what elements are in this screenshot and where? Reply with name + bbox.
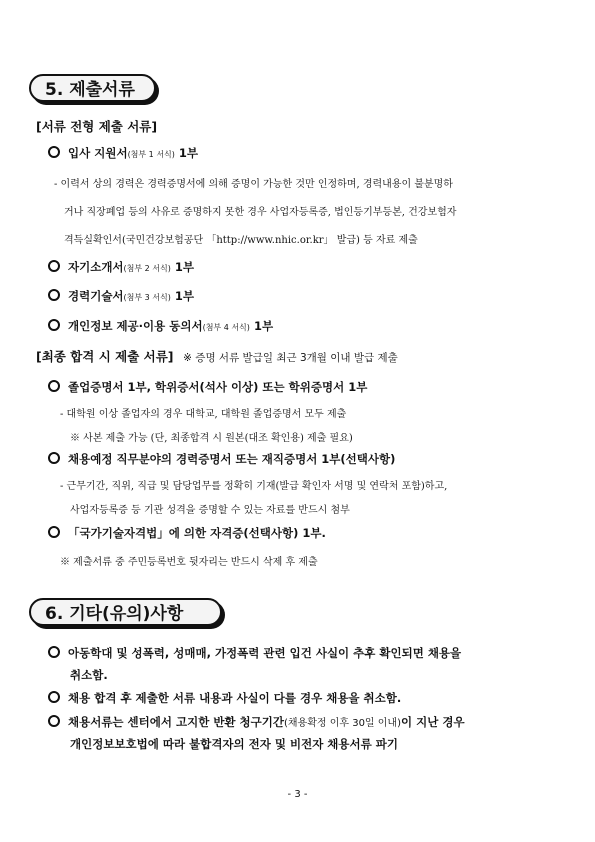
final-pass-note: ※ 증명 서류 발급일 최근 3개월 이내 발급 제출	[183, 352, 398, 364]
circle-bullet-icon	[48, 691, 60, 703]
circle-bullet-icon	[48, 260, 60, 272]
notice-item-3-continued: 개인정보보호법에 따라 불합격자의 전자 및 비전자 채용서류 파기	[70, 737, 398, 751]
list-item-application-form: 입사 지원서(첨부 1 서식) 1부	[48, 145, 198, 161]
notice-item-2: 채용 합격 후 제출한 서류 내용과 사실이 다를 경우 채용을 취소함.	[48, 690, 401, 706]
circle-bullet-icon	[48, 146, 60, 158]
note-line: 거나 직장폐업 등의 사유로 증명하지 못한 경우 사업자등록증, 법인등기부등본, 건강보험자	[64, 207, 457, 218]
final-pass-subheading-line	[36, 347, 398, 365]
note-line: ※ 제출서류 중 주민등록번호 뒷자리는 반드시 삭제 후 제출	[60, 557, 318, 568]
note-line: - 이력서 상의 경력은 경력증명서에 의해 증명이 가능한 것만 인정하며, 경력내용이 불분명하	[54, 179, 453, 190]
circle-bullet-icon	[48, 319, 60, 331]
list-item-self-introduction: 자기소개서(첨부 2 서식) 1부	[48, 259, 194, 275]
notice-item-1: 아동학대 및 성폭력, 성매매, 가정폭력 관련 입건 사실이 추후 확인되면 채용을	[48, 645, 461, 661]
document-screening-subheading: [서류 전형 제출 서류]	[36, 119, 158, 134]
circle-bullet-icon	[48, 452, 60, 464]
circle-bullet-icon	[48, 380, 60, 392]
list-item-graduation-certificate: 졸업증명서 1부, 학위증서(석사 이상) 또는 학위증명서 1부	[48, 379, 367, 395]
notice-item-1-continued: 취소함.	[70, 668, 108, 682]
section-6-heading	[29, 598, 222, 626]
section-5-title: 5. 제출서류	[45, 80, 135, 100]
note-line: 격득실확인서(국민건강보험공단 「http://www.nhic.or.kr」 발급) 등 자료 제출	[64, 235, 418, 246]
section-5-heading	[29, 74, 156, 102]
section-6-title: 6. 기타(유의)사항	[45, 604, 184, 624]
circle-bullet-icon	[48, 526, 60, 538]
note-line: - 근무기간, 직위, 직급 및 담당업무를 정확히 기재(발급 확인자 서명 및 연락처 포함)하고,	[60, 481, 448, 492]
list-item-privacy-consent: 개인정보 제공·이용 동의서(첨부 4 서식) 1부	[48, 318, 273, 334]
circle-bullet-icon	[48, 289, 60, 301]
note-line: ※ 사본 제출 가능 (단, 최종합격 시 원본(대조 확인용) 제출 필요)	[70, 433, 353, 444]
note-line: 사업자등록증 등 기관 성격을 증명할 수 있는 자료를 반드시 첨부	[70, 505, 350, 516]
list-item-qualification-certificate: 「국가기술자격법」에 의한 자격증(선택사항) 1부.	[48, 525, 326, 541]
page-number: - 3 -	[287, 789, 308, 800]
note-line: - 대학원 이상 졸업자의 경우 대학교, 대학원 졸업증명서 모두 제출	[60, 409, 347, 420]
notice-item-3: 채용서류는 센터에서 고지한 반환 청구기간(채용확정 이후 30일 이내)이 지난 경우	[48, 714, 465, 730]
final-pass-subheading: [최종 합격 시 제출 서류]	[36, 349, 174, 364]
circle-bullet-icon	[48, 715, 60, 727]
list-item-career-certificate: 채용예정 직무분야의 경력증명서 또는 재직증명서 1부(선택사항)	[48, 451, 395, 467]
list-item-career-description: 경력기술서(첨부 3 서식) 1부	[48, 288, 194, 304]
circle-bullet-icon	[48, 646, 60, 658]
